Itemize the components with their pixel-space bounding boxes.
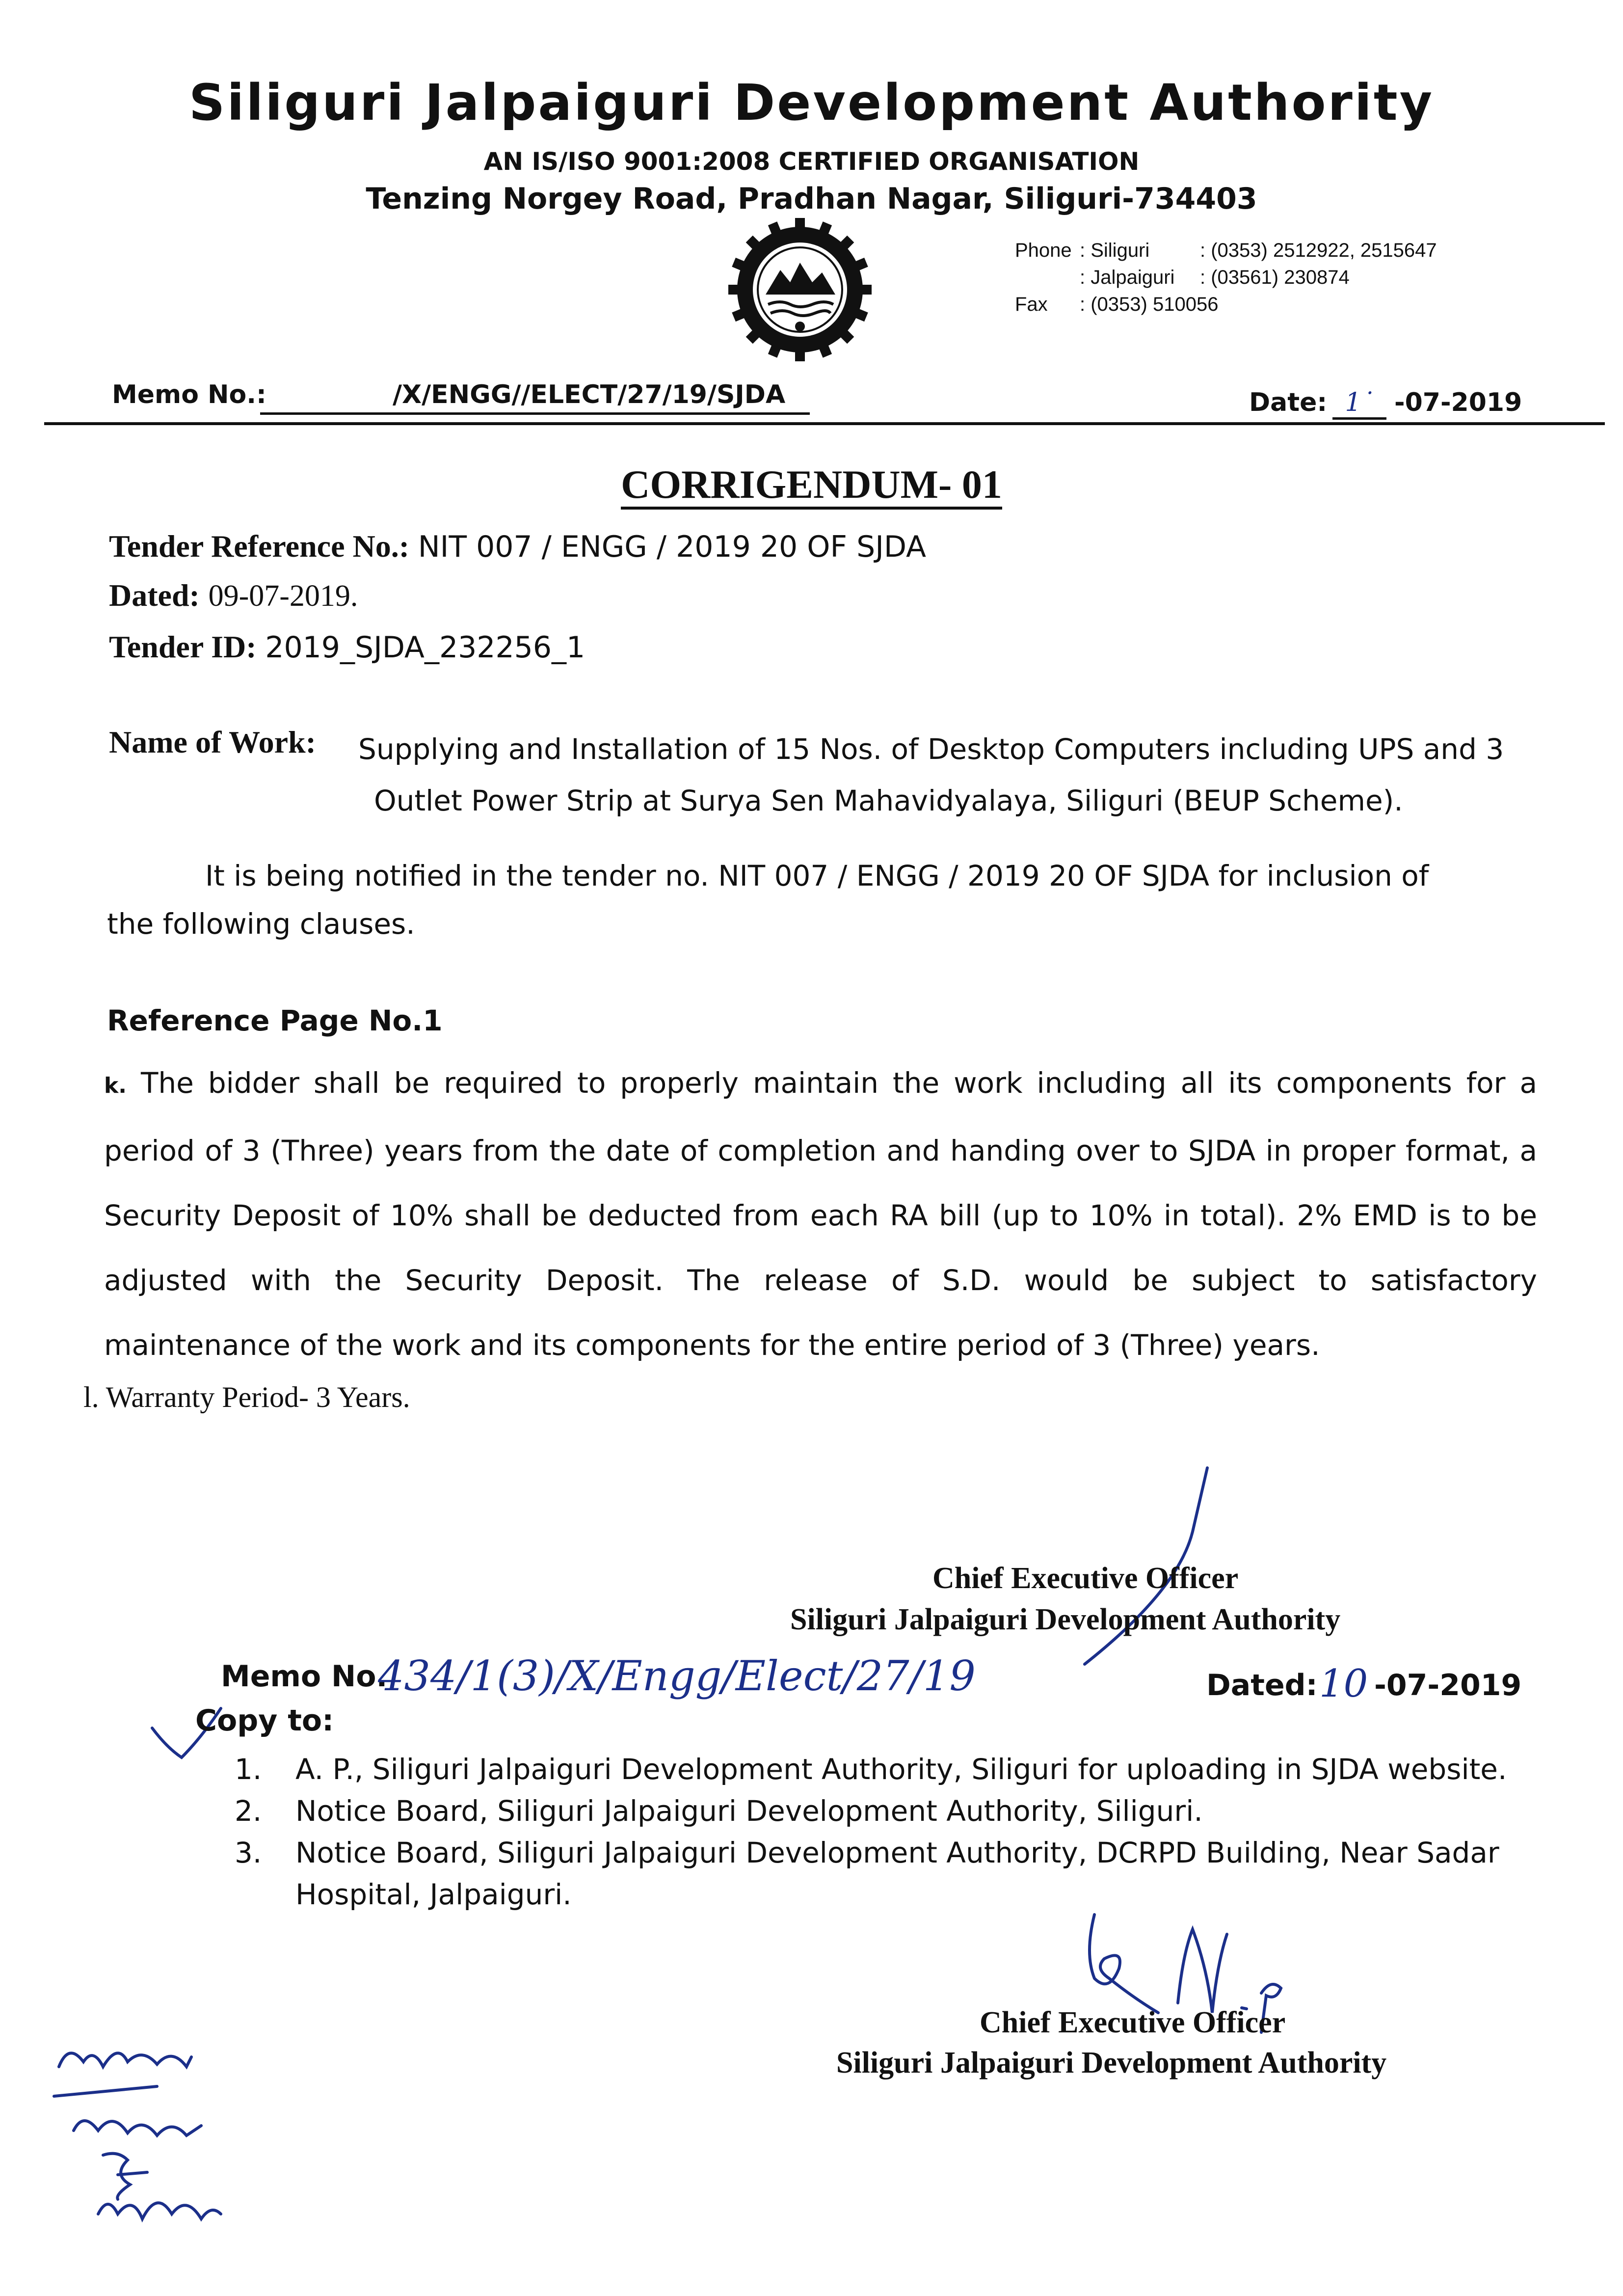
siliguri-label: : Siliguri: [1080, 240, 1150, 261]
reference-page-heading: Reference Page No.1: [107, 1004, 443, 1037]
memo-number: /X/ENGG//ELECT/27/19/SJDA: [393, 380, 786, 409]
siliguri-phone-numbers: : (0353) 2512922, 2515647: [1200, 240, 1437, 261]
ceo-organisation-1: Siliguri Jalpaiguri Development Authority: [790, 1603, 1341, 1636]
fax-number: : (0353) 510056: [1080, 294, 1219, 315]
tender-reference-label: Tender Reference No.:: [109, 529, 409, 564]
handwritten-note-icon: [44, 2027, 299, 2258]
phone-label: Phone: [1015, 240, 1072, 261]
tender-dated-line: [109, 577, 358, 614]
certification-line: AN IS/ISO 9001:2008 CERTIFIED ORGANISATION: [483, 147, 1140, 176]
copy-memo-dated-rest: -07-2019: [1374, 1668, 1522, 1702]
clause-k: [104, 1051, 1537, 1378]
clause-k-text: The bidder shall be required to properly maintain the work including all its components for a period of 3 (Three) years from the date of completion and handing over to SJDA in proper format, a Security Deposit of 10% shall be deducted from each RA bill (up to 10% in total). 2% EMD is to be adjusted with the Security Deposit. The release of S.D. would be subject to satisfactory maintenance of the work and its components for the entire period of 3 (Three) years.: [104, 1066, 1538, 1362]
tender-id-line: [109, 628, 585, 665]
clause-l: l. Warranty Period- 3 Years.: [83, 1381, 410, 1413]
copy-memo-label: Memo No.: [221, 1659, 388, 1694]
address-line: Tenzing Norgey Road, Pradhan Nagar, Siliguri-734403: [366, 182, 1257, 216]
ceo-designation-1: Chief Executive Officer: [932, 1562, 1239, 1595]
ceo-organisation-2: Siliguri Jalpaiguri Development Authority: [836, 2046, 1387, 2080]
organisation-title: Siliguri Jalpaiguri Development Authority: [188, 74, 1435, 132]
work-label: Name of Work:: [109, 725, 316, 759]
tender-reference-line: [109, 528, 926, 565]
work-line-1: Supplying and Installation of 15 Nos. of Desktop Computers including UPS and 3: [358, 732, 1504, 766]
document-title: CORRIGENDUM- 01: [0, 461, 1623, 508]
jalpaiguri-phone-numbers: : (03561) 230874: [1200, 267, 1350, 288]
copy-item-text-3-continued: Hospital, Jalpaiguri.: [295, 1878, 572, 1911]
copy-memo-dated-day: 10: [1319, 1662, 1368, 1706]
notice-line-2: the following clauses.: [107, 907, 415, 941]
tender-dated-label: Dated:: [109, 578, 200, 613]
copy-memo-number: 434/1(3)/X/Engg/Elect/27/19: [378, 1652, 976, 1700]
sjda-emblem-icon: [726, 216, 874, 363]
clause-k-marker: k.: [104, 1073, 127, 1098]
header-divider: [44, 422, 1605, 425]
memo-underline: [260, 380, 810, 415]
memo-label: Memo No.:: [112, 380, 266, 409]
copy-item-number-3: 3.: [235, 1836, 262, 1869]
memo-date: [1332, 388, 1522, 420]
memo-date-rest: -07-2019: [1394, 388, 1522, 417]
fax-label: Fax: [1015, 294, 1048, 315]
jalpaiguri-label: : Jalpaiguri: [1080, 267, 1175, 288]
tender-reference-value: NIT 007 / ENGG / 2019 20 OF SJDA: [418, 530, 927, 564]
ceo-designation-2: Chief Executive Officer: [980, 2006, 1286, 2039]
copy-to-label: Copy to:: [195, 1703, 334, 1738]
copy-item-text-3: Notice Board, Siliguri Jalpaiguri Development Authority, DCRPD Building, Near Sadar: [295, 1836, 1499, 1869]
memo-date-day: 1˙: [1332, 388, 1386, 420]
copy-item-text-2: Notice Board, Siliguri Jalpaiguri Development Authority, Siliguri.: [295, 1794, 1203, 1828]
copy-item-text-1: A. P., Siliguri Jalpaiguri Development Authority, Siliguri for uploading in SJDA website.: [295, 1753, 1507, 1786]
work-line-2: Outlet Power Strip at Surya Sen Mahavidyalaya, Siliguri (BEUP Scheme).: [374, 784, 1403, 817]
tender-id-label: Tender ID:: [109, 629, 257, 664]
tender-id-value: 2019_SJDA_232256_1: [265, 630, 585, 665]
copy-memo-dated-label: Dated:: [1206, 1668, 1318, 1702]
tender-dated-value: 09-07-2019.: [208, 579, 358, 613]
copy-item-number-1: 1.: [235, 1753, 262, 1786]
notice-line-1: It is being notified in the tender no. NIT 007 / ENGG / 2019 20 OF SJDA for inclusion of: [205, 859, 1429, 892]
copy-item-number-2: 2.: [235, 1794, 262, 1828]
memo-date-label: Date:: [1249, 388, 1328, 417]
